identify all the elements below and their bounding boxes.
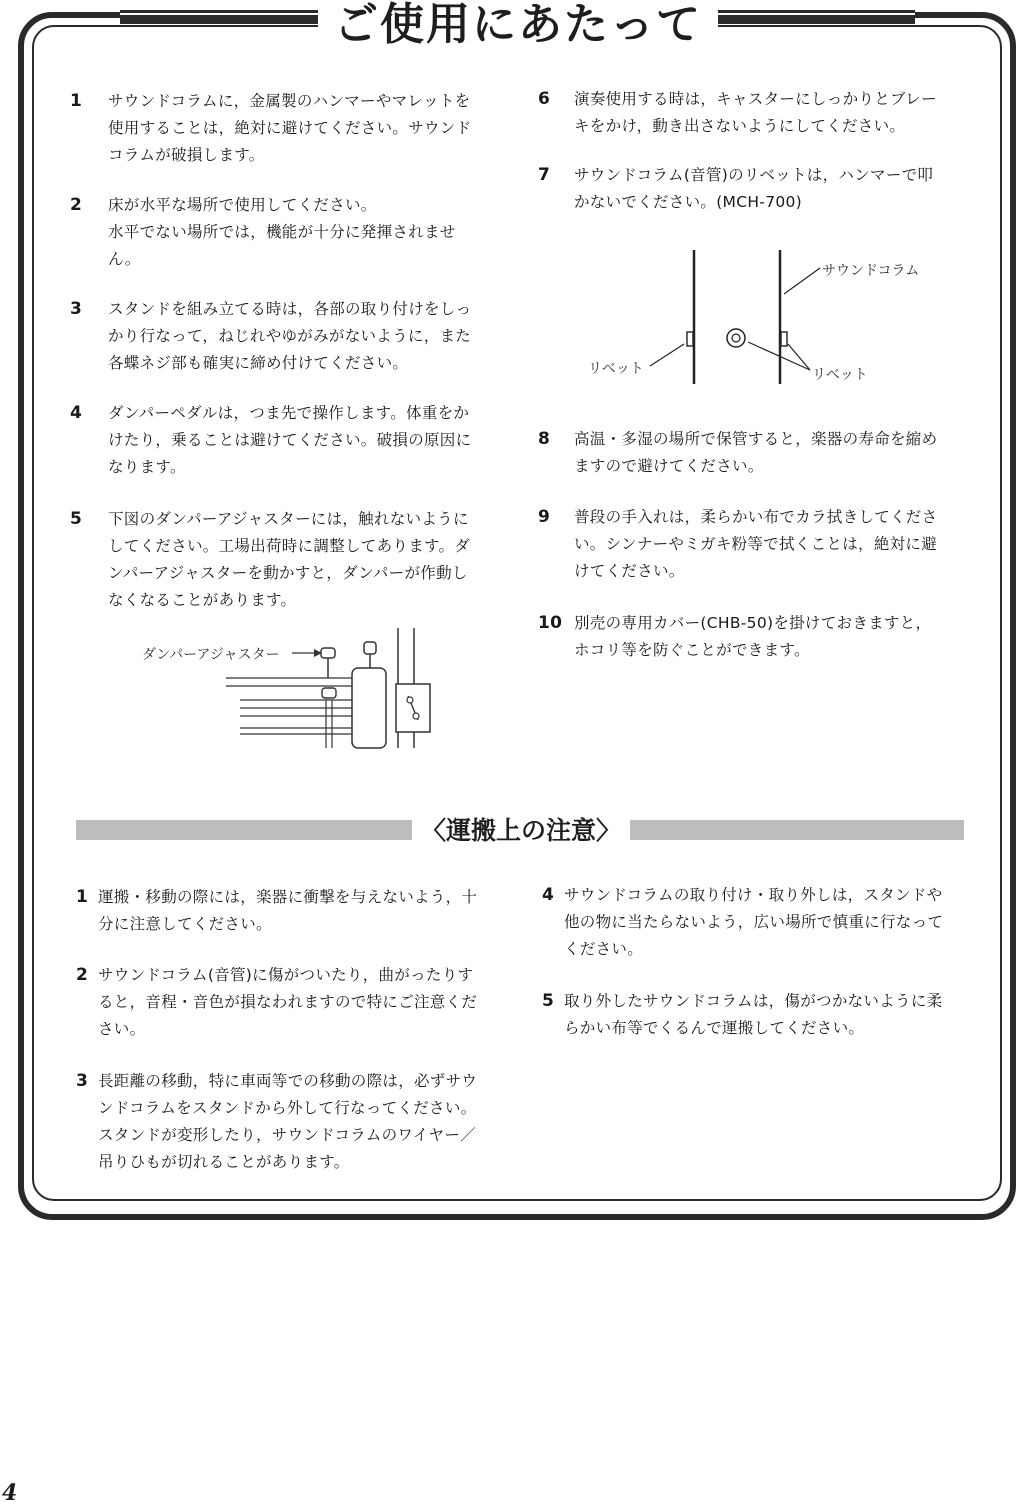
item-number: 2 (76, 965, 89, 985)
item-text: 高温・多湿の場所で保管すると，楽器の寿命を縮め ますので避けてください。 (574, 430, 938, 475)
item-text: サウンドコラム(音管)のリベットは，ハンマーで叩 かないでください。(MCH-700) (574, 166, 934, 211)
item-number: 10 (538, 613, 563, 633)
list-item (76, 962, 526, 1052)
damper-adjuster-label: ダンパーアジャスター (142, 647, 280, 663)
list-item (542, 882, 992, 972)
item-text: スタンドを組み立てる時は，各部の取り付けをしっ かり行なって，ねじれやゆがみがないように，また 各蝶ネジ部も確実に締め付けてください。 (108, 300, 472, 372)
item-number: 1 (76, 887, 89, 907)
item-text: 普段の手入れは，柔らかい布でカラ拭きしてくださ い。シンナーやミガキ粉等で拭くことは，絶対に避 けてください。 (574, 508, 938, 580)
list-item (76, 884, 526, 944)
item-number: 4 (542, 885, 555, 905)
sound-column-label: サウンドコラム (822, 263, 920, 279)
list-item (538, 426, 978, 486)
item-text: 取り外したサウンドコラムは，傷がつかないように柔 らかい布等でくるんで運搬してください。 (564, 992, 943, 1037)
item-number: 4 (70, 403, 83, 423)
item-text: 床が水平な場所で使用してください。 水平でない場所では，機能が十分に発揮されませ ん。 (108, 196, 456, 268)
item-text: 演奏使用する時は，キャスターにしっかりとブレー キをかけ，動き出さないようにしてください。 (574, 90, 937, 135)
item-number: 8 (538, 429, 551, 449)
item-number: 5 (542, 991, 555, 1011)
item-text: 運搬・移動の際には，楽器に衝撃を与えないよう，十 分に注意してください。 (98, 888, 478, 933)
item-text: サウンドコラム(音管)に傷がついたり，曲がったりす ると，音程・音色が損なわれますので特にご注意くだ さい。 (98, 966, 478, 1038)
item-text: サウンドコラムの取り付け・取り外しは，スタンドや 他の物に当たらないよう，広い場所で慎重に行なって ください。 (564, 886, 944, 958)
list-item (70, 506, 510, 621)
item-text: サウンドコラムに，金属製のハンマーやマレットを 使用することは，絶対に避けてください。サウンド コラムが破損します。 (108, 92, 472, 164)
item-text: 別売の専用カバー(CHB-50)を掛けておきますと， ホコリ等を防ぐことができます。 (574, 614, 932, 659)
page-title: ご使用にあたって (318, 0, 718, 54)
page-number: 4 (2, 1480, 18, 1506)
item-text: 下図のダンパーアジャスターには，触れないように してください。工場出荷時に調整してあります。ダ ンパーアジャスターを動かすと，ダンパーが作動し なくなることがあります。 (108, 510, 471, 609)
item-number: 5 (70, 509, 83, 529)
list-item (70, 400, 510, 490)
list-item (76, 1068, 526, 1183)
item-number: 2 (70, 195, 83, 215)
list-item (538, 504, 978, 594)
list-item (70, 296, 510, 386)
item-text: ダンパーペダルは，つま先で操作します。体重をか けたり，乗ることは避けてください。破損の原因に なります。 (108, 404, 472, 476)
list-item (542, 988, 992, 1048)
item-number: 1 (70, 91, 83, 111)
item-number: 7 (538, 165, 551, 185)
list-item (70, 192, 510, 282)
item-number: 6 (538, 89, 551, 109)
item-number: 3 (76, 1071, 89, 1091)
list-item (538, 86, 978, 146)
transport-section-title: 〈運搬上の注意〉 (412, 812, 630, 850)
rivet-label-right: リベット (812, 367, 868, 383)
item-text: 長距離の移動，特に車両等での移動の際は，必ずサウ ンドコラムをスタンドから外して行なってください。 スタンドが変形したり，サウンドコラムのワイヤー／ 吊りひもが切れることがあります。 (98, 1072, 478, 1171)
list-item (70, 88, 510, 178)
list-item (538, 162, 978, 222)
damper-adjuster-illustration (226, 628, 526, 758)
item-number: 3 (70, 299, 83, 319)
item-number: 9 (538, 507, 551, 527)
list-item (538, 610, 978, 670)
rivet-label-left: リベット (588, 361, 644, 377)
